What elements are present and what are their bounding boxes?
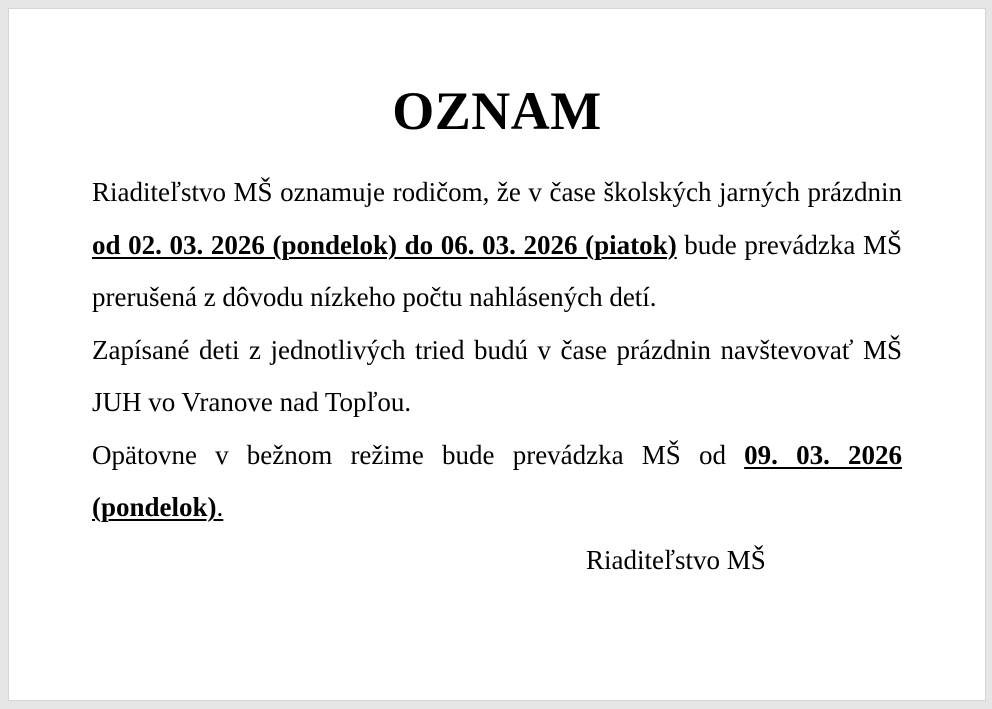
paragraph-reopening-text-end: . [216, 492, 224, 522]
paragraph-closure [92, 166, 902, 324]
paragraph-reopening-text-start: Opätovne v bežnom režime bude prevádzka MŠ od [92, 439, 745, 470]
reopening-date: 09. 03. 2026 (pondelok) [92, 439, 902, 522]
document-content [92, 79, 902, 586]
signature: Riaditeľstvo MŠ [586, 544, 766, 575]
paragraph-reopening [92, 429, 902, 534]
paragraph-closure-text-end: bude prevádzka MŠ prerušená z dôvodu nízkeho počtu nahlásených detí. [92, 229, 902, 312]
paragraph-closure-text-start: Riaditeľstvo MŠ oznamuje rodičom, že v čase školských jarných prázdnin [92, 177, 902, 207]
notice-title: OZNAM [392, 81, 602, 141]
document-page [8, 8, 986, 701]
paragraph-alternative: Zapísané deti z jednotlivých tried budú v čase prázdnin navštevovať MŠ JUH vo Vranove nad Topľou. [92, 334, 902, 417]
closure-date-range: od 02. 03. 2026 (pondelok) do 06. 03. 2026 (piatok) [92, 229, 677, 260]
